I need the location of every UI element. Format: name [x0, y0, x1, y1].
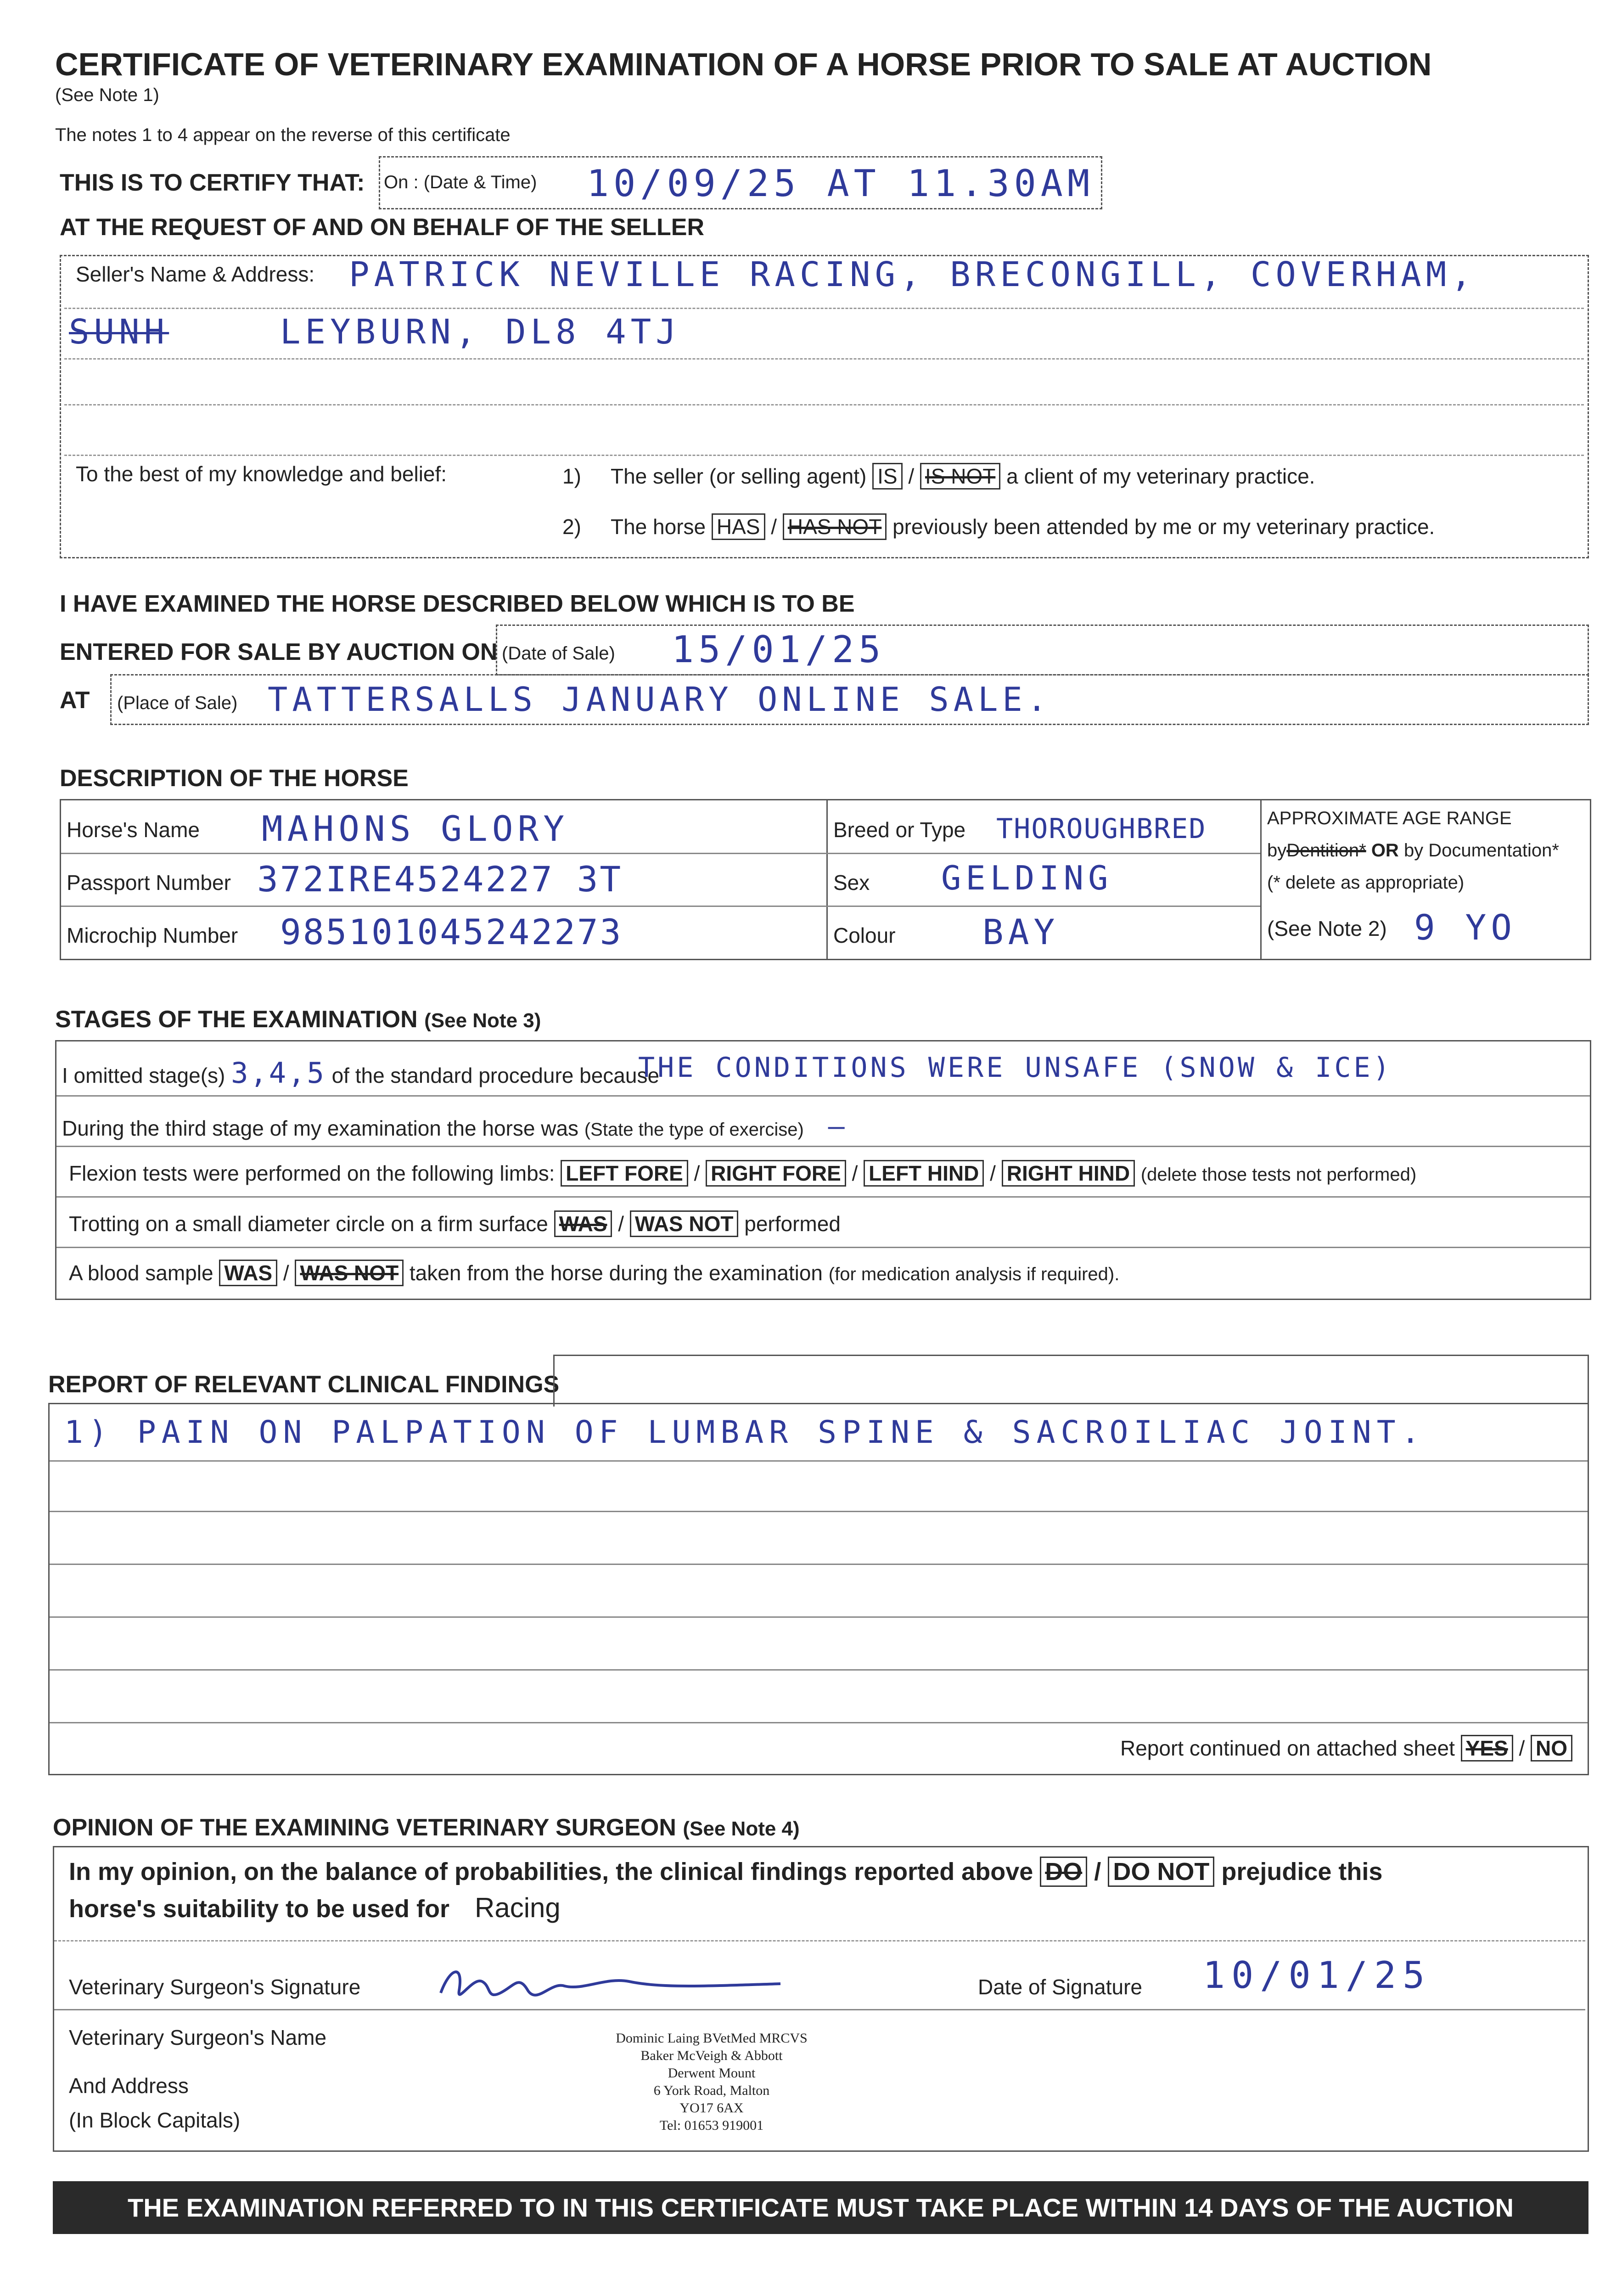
sex-value[interactable]: GELDING: [941, 859, 1113, 897]
vet-address-label: And Address: [69, 2074, 189, 2098]
separator: /: [852, 1161, 858, 1185]
opinion-text-3: horse's suitability to be used for: [69, 1895, 449, 1923]
stamp-line: Tel: 01653 919001: [659, 2118, 764, 2133]
statement-2-pre: The horse: [611, 515, 706, 539]
trot-performed: performed: [744, 1212, 841, 1236]
colour-value[interactable]: BAY: [982, 912, 1060, 952]
request-line: AT THE REQUEST OF AND ON BEHALF OF THE SELLER: [60, 214, 704, 241]
vet-stamp: [528, 2030, 895, 2134]
report-continued-label: Report continued on attached sheet: [1120, 1736, 1455, 1760]
has-option[interactable]: HAS: [712, 513, 765, 540]
right-hind-option[interactable]: RIGHT HIND: [1002, 1160, 1135, 1187]
microchip-value[interactable]: 985101045242273: [280, 912, 623, 952]
certificate-title: CERTIFICATE OF VETERINARY EXAMINATION OF A HORSE PRIOR TO SALE AT AUCTION: [55, 46, 1432, 82]
breed-value[interactable]: THOROUGHBRED: [996, 813, 1207, 845]
age-value[interactable]: 9 YO: [1414, 907, 1517, 948]
third-note: (State the type of exercise): [584, 1120, 804, 1140]
signature-label: Veterinary Surgeon's Signature: [69, 1975, 361, 1999]
blood-row: [69, 1261, 1119, 1285]
report-box: [48, 1403, 1589, 1775]
passport-value[interactable]: 372IRE4524227 3T: [257, 859, 623, 900]
age-or: OR: [1371, 840, 1399, 861]
statement-1: [611, 464, 1315, 489]
certify-label: THIS IS TO CERTIFY THAT:: [60, 169, 365, 196]
statement-1-number: 1): [562, 464, 581, 488]
stamp-line: YO17 6AX: [679, 2100, 744, 2116]
third-value[interactable]: —: [828, 1110, 849, 1142]
blood-note: (for medication analysis if required).: [828, 1264, 1120, 1284]
seller-box: [60, 255, 1589, 558]
signature-image[interactable]: [432, 1949, 799, 2014]
age-note: (See Note 2): [1267, 917, 1387, 940]
vet-name-label: Veterinary Surgeon's Name: [69, 2026, 327, 2049]
omitted-pre: I omitted stage(s): [62, 1064, 225, 1087]
datetime-value[interactable]: 10/09/25 AT 11.30AM: [587, 162, 1094, 205]
sale-date-value[interactable]: 15/01/25: [672, 628, 886, 671]
separator: /: [908, 464, 915, 488]
date-signature-value[interactable]: 10/01/25: [1203, 1954, 1431, 1997]
stages-title-text: STAGES OF THE EXAMINATION: [55, 1006, 418, 1033]
sale-line-2: ENTERED FOR SALE BY AUCTION ON: [60, 639, 498, 665]
sale-place-label: (Place of Sale): [117, 693, 238, 713]
at-label: AT: [60, 687, 90, 714]
age-title: APPROXIMATE AGE RANGE: [1267, 808, 1512, 828]
continued-yes-option[interactable]: YES: [1461, 1735, 1513, 1761]
opinion-text-row: [69, 1857, 1382, 1886]
separator: /: [1094, 1858, 1101, 1885]
trot-was-not-option[interactable]: WAS NOT: [630, 1210, 739, 1237]
sale-date-box[interactable]: [496, 625, 1589, 675]
age-by: by: [1267, 840, 1287, 861]
left-fore-option[interactable]: LEFT FORE: [561, 1160, 688, 1187]
opinion-title-text: OPINION OF THE EXAMINING VETERINARY SURGEON: [53, 1814, 676, 1841]
statement-2: [611, 514, 1435, 539]
sex-label: Sex: [833, 871, 870, 895]
breed-label: Breed or Type: [833, 818, 966, 842]
trot-was-option[interactable]: WAS: [554, 1210, 612, 1237]
blood-post: taken from the horse during the examination: [409, 1261, 823, 1285]
seller-line-1[interactable]: PATRICK NEVILLE RACING, BRECONGILL, COVERHAM,: [349, 255, 1476, 294]
footer-banner: THE EXAMINATION REFERRED TO IN THIS CERTIFICATE MUST TAKE PLACE WITHIN 14 DAYS OF THE AUCTION: [53, 2181, 1588, 2234]
omitted-reason[interactable]: THE CONDITIONS WERE UNSAFE (SNOW & ICE): [638, 1052, 1392, 1084]
opinion-do-option[interactable]: DO: [1040, 1857, 1087, 1887]
microchip-label: Microchip Number: [67, 923, 238, 947]
seller-label: Seller's Name & Address:: [76, 262, 315, 286]
blood-was-option[interactable]: WAS: [219, 1260, 277, 1286]
age-method: [1267, 840, 1559, 861]
notes-line: The notes 1 to 4 appear on the reverse of this certificate: [55, 125, 511, 145]
seller-line-2[interactable]: LEYBURN, DL8 4TJ: [280, 312, 681, 352]
separator: /: [618, 1212, 624, 1236]
stages-title: [55, 1006, 541, 1033]
report-title: REPORT OF RELEVANT CLINICAL FINDINGS: [48, 1371, 560, 1398]
flexion-row: [69, 1161, 1416, 1186]
opinion-use-value[interactable]: Racing: [475, 1892, 561, 1923]
flexion-pre: Flexion tests were performed on the following limbs:: [69, 1161, 555, 1185]
horse-name-label: Horse's Name: [67, 818, 200, 842]
report-title-box: [553, 1355, 1589, 1407]
date-signature-label: Date of Signature: [978, 1975, 1143, 1999]
flexion-note: (delete those tests not performed): [1140, 1165, 1417, 1185]
third-stage-row: [62, 1110, 849, 1142]
sale-line-1: I HAVE EXAMINED THE HORSE DESCRIBED BELOW WHICH IS TO BE: [60, 591, 855, 617]
colour-label: Colour: [833, 923, 896, 947]
is-option[interactable]: IS: [872, 463, 902, 490]
separator: /: [694, 1161, 700, 1185]
opinion-title-note: (See Note 4): [683, 1818, 800, 1840]
sale-place-box[interactable]: [110, 674, 1589, 725]
opinion-do-not-option[interactable]: DO NOT: [1108, 1857, 1214, 1887]
age-dentition-option[interactable]: Dentition*: [1286, 840, 1366, 861]
trotting-row: [69, 1211, 841, 1236]
horse-name-value[interactable]: MAHONS GLORY: [262, 808, 569, 849]
statement-2-post: previously been attended by me or my veterinary practice.: [892, 515, 1435, 539]
see-note-1: (See Note 1): [55, 85, 159, 105]
continued-no-option[interactable]: NO: [1531, 1735, 1572, 1761]
trot-pre: Trotting on a small diameter circle on a firm surface: [69, 1212, 548, 1236]
stamp-line: 6 York Road, Malton: [653, 2083, 770, 2098]
passport-label: Passport Number: [67, 871, 231, 895]
separator: /: [1519, 1736, 1525, 1760]
stamp-line: Dominic Laing BVetMed MRCVS: [616, 2031, 808, 2046]
opinion-title: [53, 1814, 800, 1841]
age-documentation-option[interactable]: by Documentation*: [1403, 840, 1559, 861]
datetime-label: On : (Date & Time): [384, 172, 537, 192]
omitted-stages[interactable]: 3,4,5: [231, 1056, 326, 1090]
seller-struck-text: SUNH: [69, 312, 169, 352]
statement-1-post: a client of my veterinary practice.: [1006, 464, 1315, 488]
has-not-option[interactable]: HAS NOT: [783, 513, 887, 540]
report-continued-row: [1120, 1736, 1572, 1761]
stamp-line: Derwent Mount: [668, 2065, 756, 2081]
statement-2-number: 2): [562, 515, 581, 539]
left-hind-option[interactable]: LEFT HIND: [864, 1160, 984, 1187]
opinion-use-row: [69, 1892, 561, 1924]
report-finding-1[interactable]: 1) PAIN ON PALPATION OF LUMBAR SPINE & SACROILIAC JOINT.: [64, 1414, 1426, 1451]
separator: /: [283, 1261, 289, 1285]
opinion-text-2: prejudice this: [1221, 1858, 1383, 1885]
statement-1-pre: The seller (or selling agent): [611, 464, 867, 488]
description-title: DESCRIPTION OF THE HORSE: [60, 765, 409, 792]
knowledge-label: To the best of my knowledge and belief:: [76, 462, 447, 486]
sale-place-value[interactable]: TATTERSALLS JANUARY ONLINE SALE.: [268, 680, 1052, 719]
sale-date-label: (Date of Sale): [502, 643, 615, 664]
datetime-box[interactable]: [379, 156, 1102, 209]
separator: /: [990, 1161, 996, 1185]
opinion-text-1: In my opinion, on the balance of probabilities, the clinical findings reported above: [69, 1858, 1033, 1885]
third-pre: During the third stage of my examination the horse was: [62, 1116, 579, 1140]
omitted-row: [62, 1056, 659, 1090]
stamp-line: Baker McVeigh & Abbott: [640, 2048, 783, 2063]
is-not-option[interactable]: IS NOT: [920, 463, 1000, 490]
blood-was-not-option[interactable]: WAS NOT: [295, 1260, 404, 1286]
separator: /: [771, 515, 777, 539]
stages-title-note: (See Note 3): [424, 1009, 541, 1032]
omitted-mid: of the standard procedure because: [331, 1064, 660, 1087]
age-delete-note: (* delete as appropriate): [1267, 872, 1465, 893]
blood-pre: A blood sample: [69, 1261, 213, 1285]
right-fore-option[interactable]: RIGHT FORE: [706, 1160, 846, 1187]
block-capitals-label: (In Block Capitals): [69, 2108, 241, 2132]
